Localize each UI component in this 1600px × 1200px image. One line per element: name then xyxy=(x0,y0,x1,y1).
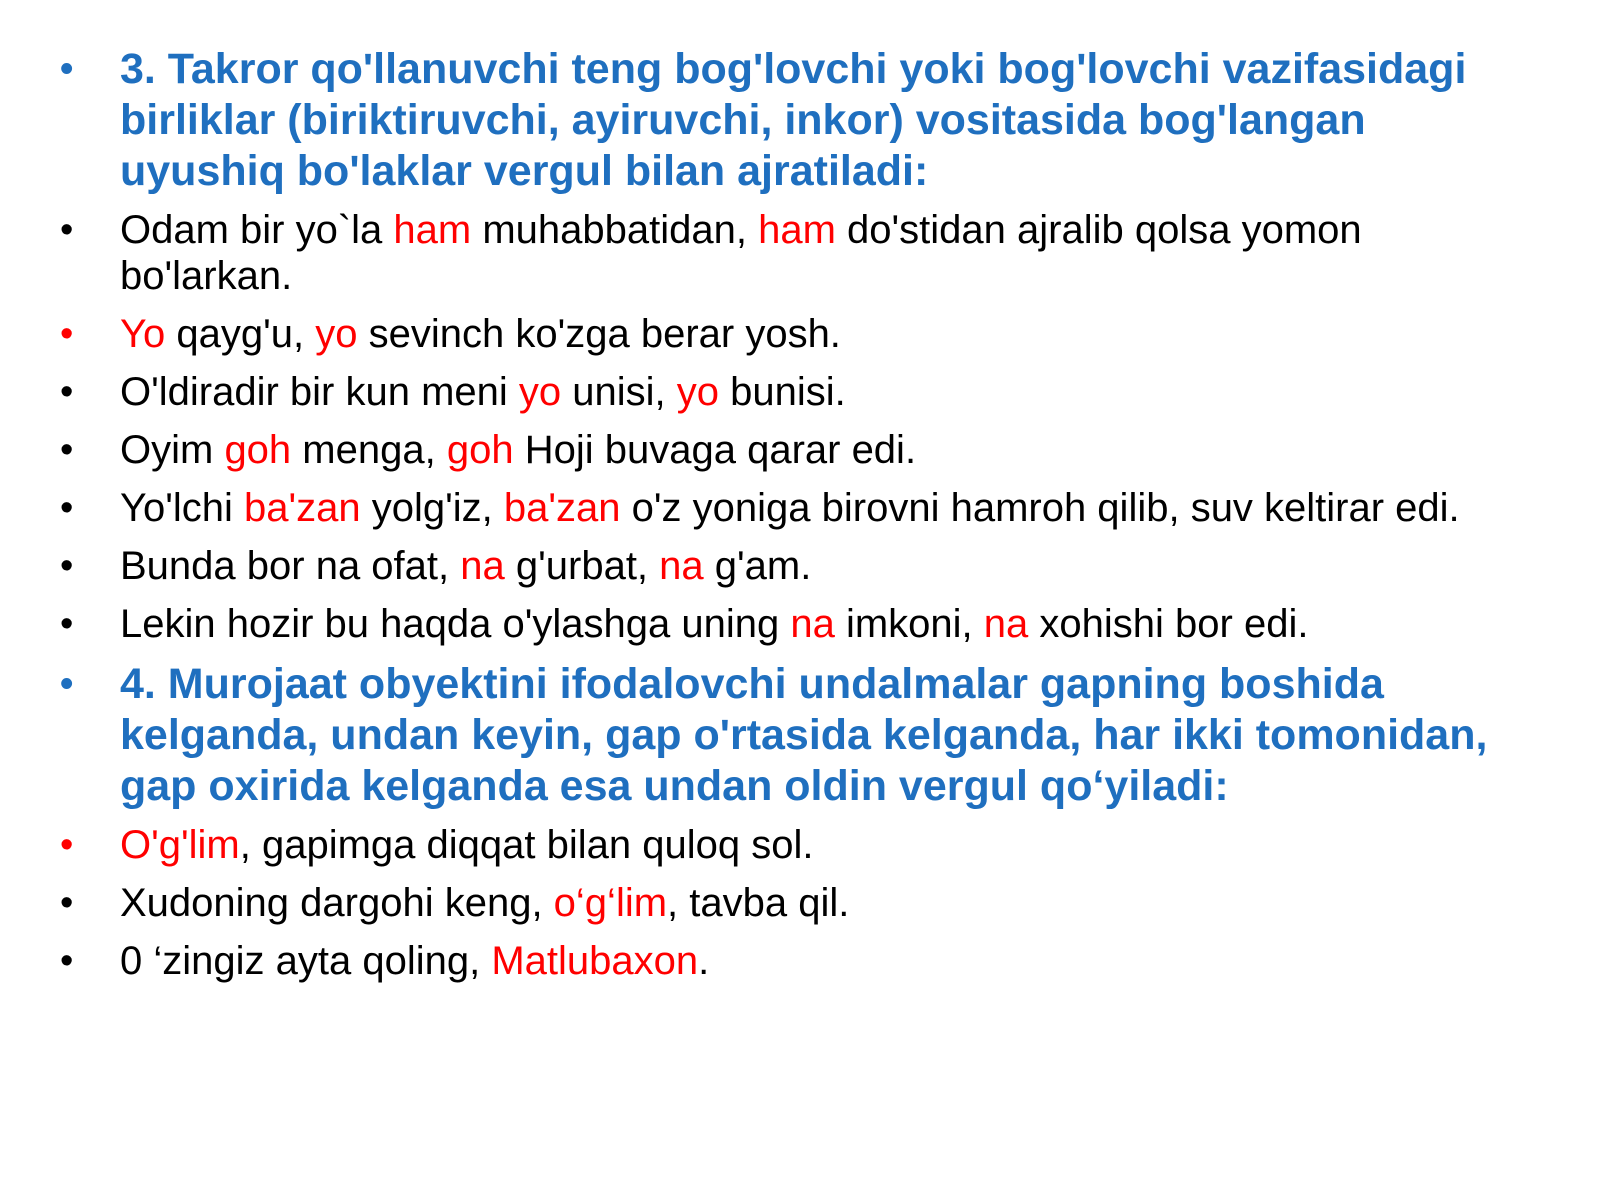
highlighted-word: na xyxy=(460,544,505,588)
highlighted-word: Matlubaxon xyxy=(491,939,699,983)
text-segment: o'z yoniga birovni hamroh qilib, suv keltirar edi. xyxy=(620,486,1460,530)
bullet-dot-icon: • xyxy=(60,882,74,924)
rule-heading xyxy=(58,659,1540,812)
bullet-dot-icon: • xyxy=(60,940,74,982)
example-sentence xyxy=(58,938,1540,984)
text-segment: , gapimga diqqat bilan quloq sol. xyxy=(239,823,814,867)
text-segment: xohishi bor edi. xyxy=(1028,602,1309,646)
text-segment: g'am. xyxy=(703,544,812,588)
highlighted-word: ham xyxy=(393,208,472,252)
example-sentence xyxy=(58,543,1540,589)
example-sentence xyxy=(58,207,1540,299)
highlighted-word: goh xyxy=(224,428,292,472)
highlighted-word: yo xyxy=(676,370,719,414)
text-segment: yolg'iz, xyxy=(360,486,504,530)
text-segment: Odam bir yo`la xyxy=(120,208,394,252)
rule-heading xyxy=(58,44,1540,197)
text-segment: O'ldiradir bir kun meni xyxy=(120,370,519,414)
text-segment: Xudoning dargohi keng, xyxy=(120,881,554,925)
text-segment: menga, xyxy=(291,428,447,472)
highlighted-word: yo xyxy=(315,312,358,356)
highlighted-word: na xyxy=(790,602,835,646)
bullet-dot-icon: • xyxy=(60,371,74,413)
highlighted-word: yo xyxy=(518,370,562,414)
text-segment: bunisi. xyxy=(719,370,846,414)
text-segment: 4. Murojaat obyektini ifodalovchi undalmalar gapning boshida kelganda, undan keyin, gap o'rtasida kelganda, har ikki tomonidan, gap oxirida kelganda esa undan oldin vergul qo‘yiladi: xyxy=(120,660,1488,810)
text-segment: g'urbat, xyxy=(504,544,660,588)
text-segment: Lekin hozir bu haqda o'ylashga uning xyxy=(120,602,791,646)
highlighted-word: ham xyxy=(758,208,836,252)
text-segment: unisi, xyxy=(561,370,677,414)
highlighted-word: ba'zan xyxy=(503,486,621,530)
text-segment: Bunda bor na ofat, xyxy=(120,544,461,588)
bullet-dot-icon: • xyxy=(60,429,74,471)
bullet-dot-icon: • xyxy=(60,545,74,587)
bullet-dot-icon: • xyxy=(60,209,74,251)
text-segment: 3. Takror qo'llanuvchi teng bog'lovchi yoki bog'lovchi vazifasidagi birliklar (biriktiruvchi, ayiruvchi, inkor) vositasida bog'langan uyushiq bo'laklar vergul bilan ajratiladi: xyxy=(120,45,1467,195)
highlighted-word: goh xyxy=(446,428,514,472)
example-sentence xyxy=(58,369,1540,415)
text-segment: sevinch ko'zga berar yosh. xyxy=(357,312,841,356)
text-segment: 0 ‘zingiz ayta qoling, xyxy=(120,939,492,983)
highlighted-word: Yo xyxy=(120,312,166,356)
highlighted-word: ba'zan xyxy=(244,486,361,530)
bullet-dot-icon: • xyxy=(60,663,74,705)
text-segment: , tavba qil. xyxy=(667,881,850,925)
text-segment: imkoni, xyxy=(834,602,984,646)
example-sentence xyxy=(58,485,1540,531)
bullet-dot-icon: • xyxy=(60,48,74,90)
bullet-list xyxy=(58,44,1540,984)
highlighted-word: na xyxy=(983,602,1029,646)
example-sentence xyxy=(58,601,1540,647)
text-segment: do'stidan ajralib qolsa yomon bo'larkan. xyxy=(120,208,1362,298)
text-segment: qayg'u, xyxy=(165,312,316,356)
text-segment: Hoji buvaga qarar edi. xyxy=(513,428,917,472)
highlighted-word: O'g'lim xyxy=(120,823,240,867)
bullet-dot-icon: • xyxy=(60,487,74,529)
highlighted-word: na xyxy=(659,544,704,588)
example-sentence xyxy=(58,311,1540,357)
text-segment: . xyxy=(698,939,710,983)
example-sentence xyxy=(58,880,1540,926)
example-sentence xyxy=(58,427,1540,473)
text-segment: Oyim xyxy=(120,428,225,472)
bullet-dot-icon: • xyxy=(60,824,74,866)
bullet-dot-icon: • xyxy=(60,603,74,645)
text-segment: muhabbatidan, xyxy=(471,208,759,252)
example-sentence xyxy=(58,822,1540,868)
text-segment: Yo'lchi xyxy=(120,486,245,530)
highlighted-word: o‘g‘lim xyxy=(553,881,668,925)
bullet-dot-icon: • xyxy=(60,313,74,355)
